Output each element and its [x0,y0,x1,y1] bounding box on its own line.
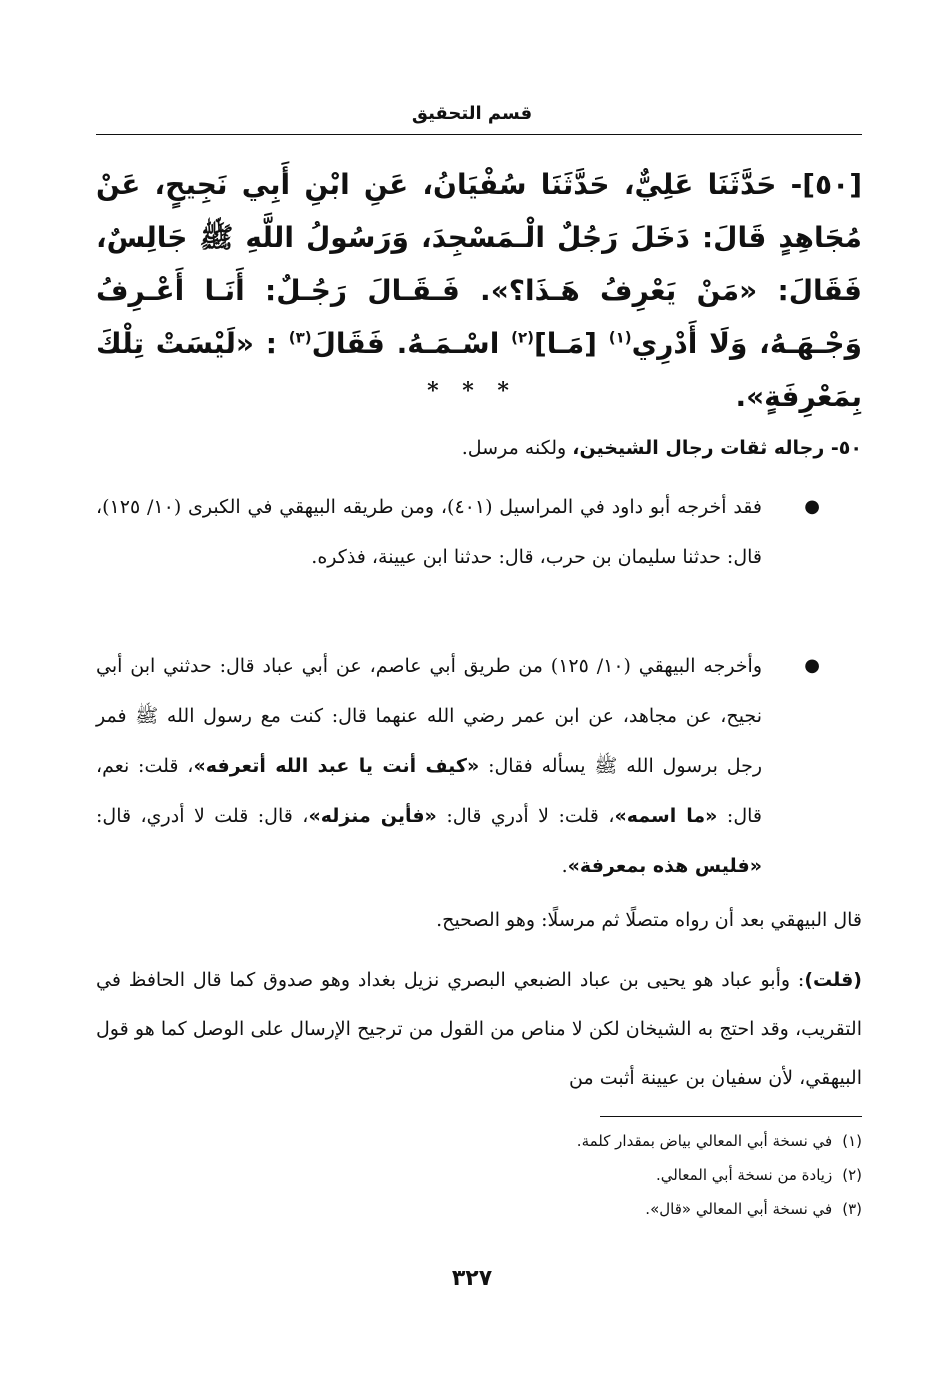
footnote-3 [96,1192,862,1226]
footnote-number: (١) [842,1132,862,1150]
header-rule [96,134,862,135]
commentary-heading-bold: ٥٠- رجاله ثقات رجال الشيخين، [572,437,862,459]
bullet-2-quote-2: «ما اسمه» [614,805,718,827]
commentary-heading-rest: ولكنه مرسل. [461,437,567,459]
bayhaqi-note: قال البيهقي بعد أن رواه متصلًا ثم مرسلًا: وهو الصحيح. [436,909,862,931]
footnote-text: زيادة من نسخة أبي المعالي. [655,1166,833,1184]
footnote-number: (٢) [842,1166,862,1184]
bullet-2-quote-1: «كيف أنت يا عبد الله أتعرفه» [193,755,480,777]
footnote-text: في نسخة أبي المعالي «قال». [645,1200,833,1218]
footnote-2 [96,1158,862,1192]
hadith-text-part-3: : «لَيْسَتْ تِلْكَ بِمَعْرِفَةٍ». [96,327,862,413]
commentary-heading [96,428,862,468]
commentary-bullet-2 [96,641,862,891]
bullet-icon: ● [804,655,820,676]
hadith-bracket-word: [مَـا] [533,327,597,360]
bullet-2-quote-4: «فليس هذه بمعرفة» [567,855,762,877]
bullet-2-text-1: وأخرجه البيهقي (١٠/ ١٢٥) من طريق أبي عاصم، عن أبي عباد قال: حدثني ابن أبي نجيح، عن مجاهد، عن ابن عمر رضي الله عنهما قال: كنت مع رسول الله ﷺ فمر رجل برسول الله ﷺ يسأله فقال: [96,655,763,777]
footnotes [96,1124,862,1226]
qultu-label: (قلت) [804,969,862,991]
bullet-2-text-4: ، قال: قلت لا أدري، قال: [96,805,309,827]
bullet-1-text: فقد أخرجه أبو داود في المراسيل (٤٠١)، ومن طريقه البيهقي في الكبرى (١٠/ ١٢٥)، قال: حدثنا سليمان بن حرب، قال: حدثنا ابن عيينة، فذكره. [96,496,762,568]
qultu-paragraph [96,956,862,1103]
bullet-2-quote-3: «فأين منزله» [308,805,437,827]
footnote-1 [96,1124,862,1158]
hadith-number: [٥٠] [802,168,862,201]
footnote-text: في نسخة أبي المعالي بياض بمقدار كلمة. [576,1132,833,1150]
bullet-2-text [96,641,762,891]
commentary-bullet-1 [96,482,862,582]
qultu-text: : وأبو عباد هو يحيى بن عباد الضبعي البصري نزيل بغداد وهو صدوق كما قال الحافظ في التقريب، وقد احتج به الشيخان لكن لا مناص من القول من ترجيح الإرسال على الوصل كما هو قول البيهقي، لأن سفيان بن عيينة أثبت من [96,969,862,1089]
footnote-ref-2[interactable]: (٢) [511,328,534,347]
section-separator: * * * [427,378,517,404]
bullet-icon: ● [804,496,820,517]
footnote-ref-3[interactable]: (٣) [288,328,312,347]
footnote-number: (٣) [842,1200,862,1218]
hadith-text-part-1: - حَدَّثَنَا عَلِيٌّ، حَدَّثَنَا سُفْيَانُ، عَنِ ابْنِ أَبِي نَجِيحٍ، عَنْ مُجَاهِدٍ قَالَ: دَخَلَ رَجُلٌ الْـمَسْجِدَ، وَرَسُولُ اللَّهِ ﷺ جَالِسٌ، فَقَالَ: «مَنْ يَعْرِفُ هَـذَا؟». فَـقَـالَ رَجُـلٌ: أَنَـا أَعْـرِفُ وَجْـهَـهُ، وَلَا أَدْرِي [96,168,863,360]
footnote-ref-1[interactable]: (١) [608,328,632,347]
page-number: ٣٢٧ [451,1266,493,1291]
footnote-rule [600,1116,862,1117]
hadith-text-part-2: اسْـمَـهُ. فَقَالَ [311,327,500,360]
bullet-2-text-5: . [561,855,568,877]
bullet-2-text-2: ، قلت: نعم، قال: [96,755,762,827]
running-header: قسم التحقيق [411,103,533,124]
bullet-2-text-3: ، قلت: لا أدري قال: [446,805,615,827]
